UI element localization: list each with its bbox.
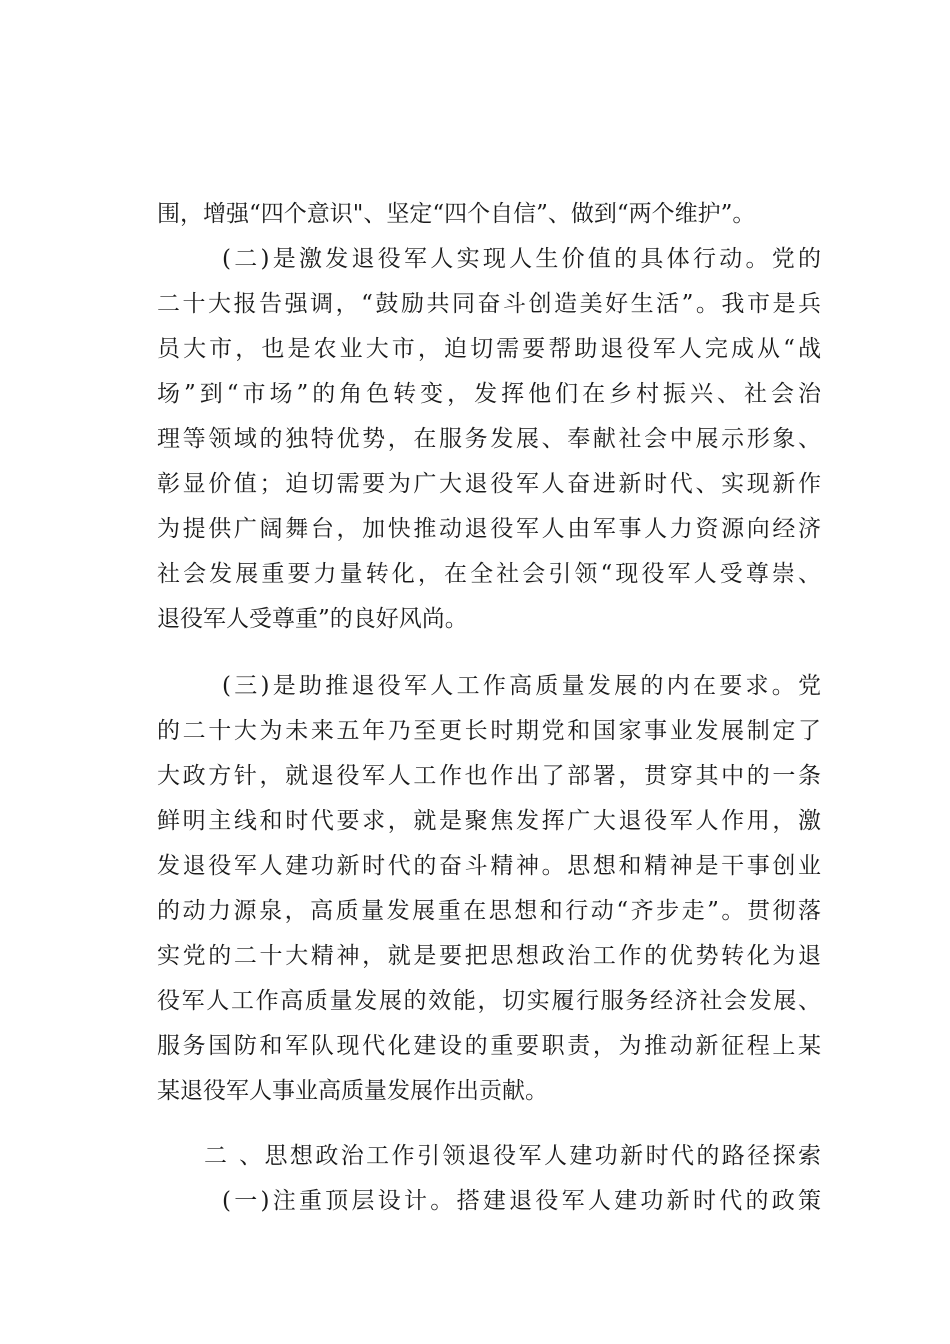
text-line: 彰显价值；迫切需要为广大退役军人奋进新时代、实现新作: [157, 471, 821, 497]
text-line: 服务国防和军队现代化建设的重要职责，为推动新征程上某: [157, 1033, 821, 1059]
text-line: 退役军人受尊重”的良好风尚。: [157, 606, 468, 632]
text-line: 的动力源泉，高质量发展重在思想和行动“齐步走”。贯彻落: [157, 898, 821, 924]
text-line: 发退役军人建功新时代的奋斗精神。思想和精神是干事创业: [157, 853, 821, 879]
text-line: 员大市，也是农业大市，迫切需要帮助退役军人完成从“战: [157, 336, 821, 362]
section-heading: 二 、思想政治工作引领退役军人建功新时代的路径探索: [204, 1143, 821, 1169]
paragraph-first-line: (三)是助推退役军人工作高质量发展的内在要求。党: [222, 673, 821, 699]
text-line: 社会发展重要力量转化，在全社会引领“现役军人受尊崇、: [157, 561, 821, 587]
text-line: 鲜明主线和时代要求，就是聚焦发挥广大退役军人作用，激: [157, 808, 821, 834]
text-line: 理等领域的独特优势，在服务发展、奉献社会中展示形象、: [157, 426, 821, 452]
text-line: 的二十大为未来五年乃至更长时期党和国家事业发展制定了: [157, 718, 821, 744]
text-line: 实党的二十大精神，就是要把思想政治工作的优势转化为退: [157, 943, 821, 969]
text-line: 二十大报告强调，“鼓励共同奋斗创造美好生活”。我市是兵: [157, 291, 821, 317]
paragraph-first-line: (二)是激发退役军人实现人生价值的具体行动。党的: [222, 246, 821, 272]
text-line: 大政方针，就退役军人工作也作出了部署，贯穿其中的一条: [157, 763, 821, 789]
text-line: 为提供广阔舞台，加快推动退役军人由军事人力资源向经济: [157, 516, 821, 542]
text-line: 围，增强“四个意识"、坚定“四个自信”、做到“两个维护”。: [157, 201, 756, 227]
paragraph-first-line: (一)注重顶层设计。搭建退役军人建功新时代的政策: [222, 1188, 821, 1214]
text-line: 场”到“市场”的角色转变，发挥他们在乡村振兴、社会治: [157, 381, 821, 407]
text-line: 役军人工作高质量发展的效能，切实履行服务经济社会发展、: [157, 988, 821, 1014]
text-line: 某退役军人事业高质量发展作出贡献。: [157, 1078, 548, 1104]
